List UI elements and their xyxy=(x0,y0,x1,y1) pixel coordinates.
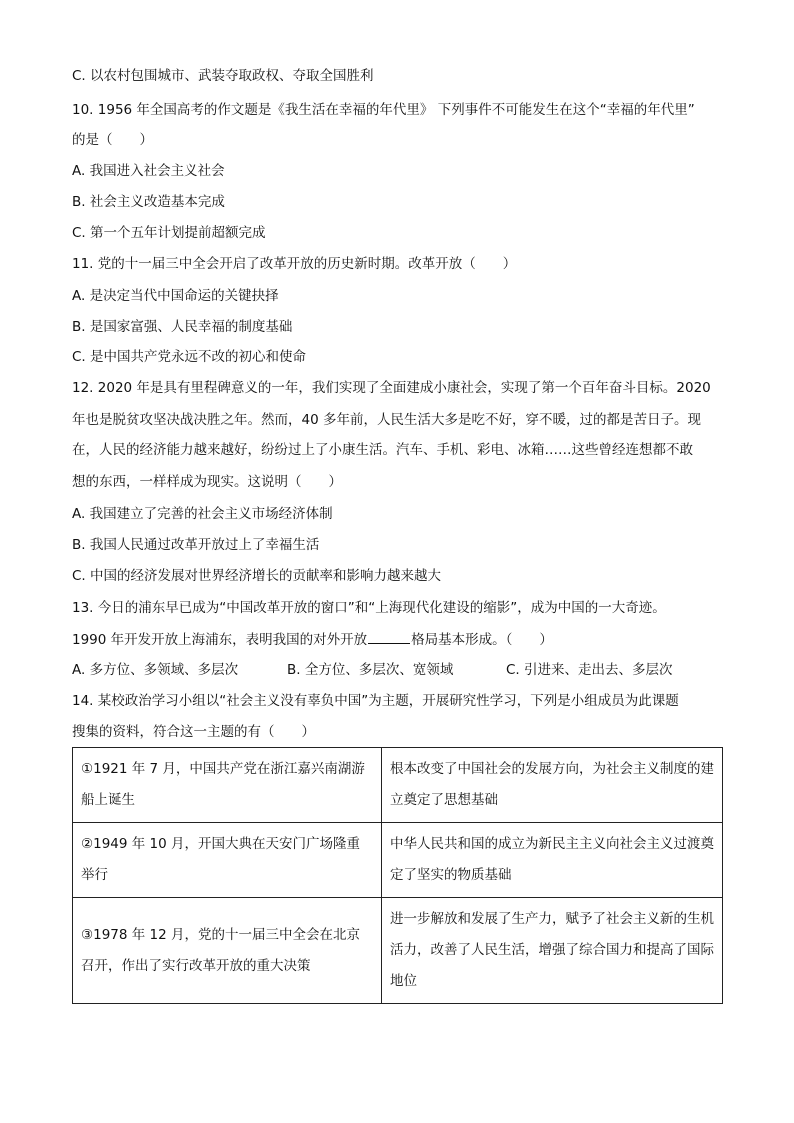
q12-stem-line1: 12. 2020 年是具有里程碑意义的一年，我们实现了全面建成小康社会，实现了第一个百年奋斗目标。2020 xyxy=(72,380,711,396)
q14-material-table xyxy=(72,747,723,1004)
q12-stem-line2: 年也是脱贫攻坚决战决胜之年。然而，40 多年前，人民生活大多是吃不好，穿不暖，过的都是苦日子。现 xyxy=(72,412,701,428)
table-cell-event: ③1978 年 12 月，党的十一届三中全会在北京召开，作出了实行改革开放的重大决策 xyxy=(73,898,382,1004)
q10-stem-line2: 的是（ ） xyxy=(72,132,153,148)
table-cell-meaning: 中华人民共和国的成立为新民主主义向社会主义过渡奠定了坚实的物质基础 xyxy=(382,823,723,898)
answer-blank xyxy=(368,629,410,644)
q13-stem-line1: 13. 今日的浦东早已成为“中国改革开放的窗口”和“上海现代化建设的缩影”，成为中国的一大奇迹。 xyxy=(72,600,666,616)
q11-option-a: A. 是决定当代中国命运的关键抉择 xyxy=(72,288,279,304)
q9-option-c: C. 以农村包围城市、武装夺取政权、夺取全国胜利 xyxy=(72,68,374,84)
q13-stem-line2 xyxy=(72,629,732,650)
q11-option-c: C. 是中国共产党永远不改的初心和使命 xyxy=(72,349,307,365)
q10-option-c: C. 第一个五年计划提前超额完成 xyxy=(72,225,266,241)
q11-option-b: B. 是国家富强、人民幸福的制度基础 xyxy=(72,319,293,335)
q10-stem-line1: 10. 1956 年全国高考的作文题是《我生活在幸福的年代里》 下列事件不可能发生在这个“幸福的年代里” xyxy=(72,102,695,118)
q12-stem-line3: 在，人民的经济能力越来越好，纷纷过上了小康生活。汽车、手机、彩电、冰箱……这些曾经连想都不敢 xyxy=(72,442,693,458)
q12-option-a: A. 我国建立了完善的社会主义市场经济体制 xyxy=(72,506,333,522)
q10-option-a: A. 我国进入社会主义社会 xyxy=(72,163,225,179)
table-row xyxy=(73,748,723,823)
q13-stem-line2-post: 格局基本形成。（ ） xyxy=(411,632,553,648)
table-cell-event: ②1949 年 10 月，开国大典在天安门广场隆重举行 xyxy=(73,823,382,898)
q13-option-c: C. 引进来、走出去、多层次 xyxy=(506,662,673,678)
q12-option-c: C. 中国的经济发展对世界经济增长的贡献率和影响力越来越大 xyxy=(72,568,442,584)
table-row xyxy=(73,898,723,1004)
q13-option-b: B. 全方位、多层次、宽领域 xyxy=(287,662,454,678)
q14-stem-line1: 14. 某校政治学习小组以“社会主义没有辜负中国”为主题，开展研究性学习，下列是小组成员为此课题 xyxy=(72,693,679,709)
table-row xyxy=(73,823,723,898)
q10-option-b: B. 社会主义改造基本完成 xyxy=(72,194,225,210)
table-cell-meaning: 根本改变了中国社会的发展方向，为社会主义制度的建立奠定了思想基础 xyxy=(382,748,723,823)
q13-stem-line2-pre: 1990 年开发开放上海浦东，表明我国的对外开放 xyxy=(72,632,368,648)
q14-stem-line2: 搜集的资料，符合这一主题的有（ ） xyxy=(72,724,315,740)
q11-stem: 11. 党的十一届三中全会开启了改革开放的历史新时期。改革开放（ ） xyxy=(72,256,517,272)
table-cell-event: ①1921 年 7 月，中国共产党在浙江嘉兴南湖游船上诞生 xyxy=(73,748,382,823)
q13-option-a: A. 多方位、多领域、多层次 xyxy=(72,662,239,678)
q12-option-b: B. 我国人民通过改革开放过上了幸福生活 xyxy=(72,537,320,553)
table-cell-meaning: 进一步解放和发展了生产力，赋予了社会主义新的生机活力，改善了人民生活，增强了综合国力和提高了国际地位 xyxy=(382,898,723,1004)
q12-stem-line4: 想的东西，一样样成为现实。这说明（ ） xyxy=(72,474,342,490)
